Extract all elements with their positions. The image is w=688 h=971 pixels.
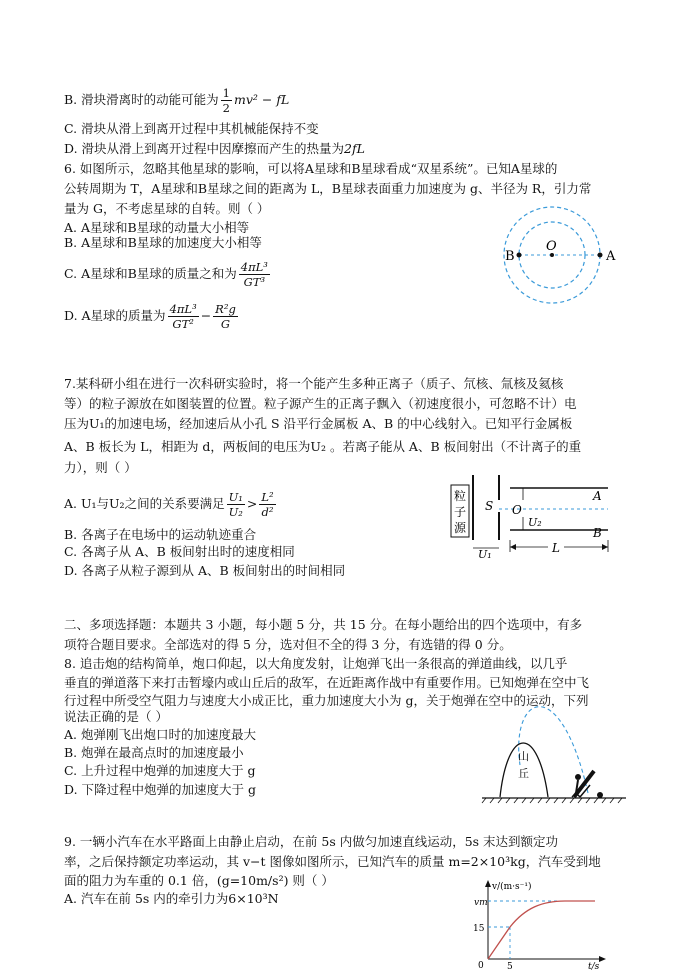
label-o: O (512, 503, 522, 517)
mortar-hill-diagram (480, 705, 630, 805)
q9-stem-line-2: 率，之后保持额定功率运动，其 v−t 图像如图所示，已知汽车的质量 m=2×10³kg，汽车受到地 (64, 854, 601, 869)
mortar-base (597, 792, 603, 798)
q8-option-b: B. 炮弹在最高点时的加速度最小 (64, 745, 244, 760)
y-axis-label: v/(m·s⁻¹) (492, 882, 532, 892)
label-u2: U₂ (528, 516, 542, 529)
fraction: $\frac{\text{4πL³}}{\text{GT³}}$ (240, 260, 268, 289)
l-arrow-left (510, 544, 516, 550)
star-b (517, 253, 522, 258)
source-char-2: 子 (454, 505, 467, 519)
q8-option-a: A. 炮弹刚飞出炮口时的加速度最大 (64, 727, 256, 742)
q6-option-c: C. A星球和B星球的质量之和为 $\frac{\text{4πL³}}{\text{GT³}}$ (64, 260, 268, 289)
label-o: O (546, 239, 557, 254)
source-char-1: 粒 (454, 489, 467, 503)
velocity-time-graph (470, 876, 610, 971)
q9-stem-line-3: 面的阻力为车重的 0.1 倍，(g=10m/s²) 则（ ） (64, 873, 334, 888)
label-b: B (505, 249, 515, 264)
q7-option-a: A. U₁与U₂之间的关系要满足 $\frac{\text{U₁}}{\text{U₂}}$ > $\frac{\text{L²}}{\text{d²}}$ (64, 490, 274, 519)
tick-15: 15 (473, 924, 485, 934)
section2-line-2: 项符合题目要求。全部选对的得 5 分，选对但不全的得 3 分，有选错的得 0 分。 (64, 637, 512, 652)
origin-label: 0 (478, 961, 484, 971)
fraction: $\frac{1}{2}$ (222, 86, 230, 115)
q8-stem-line-2: 垂直的弹道落下来打击暂壕内或山丘后的敌军，在近距离作战中有重要作用。已知炮弹在空中飞 (64, 675, 590, 690)
label-a: A (593, 489, 602, 503)
q5-option-c: C. 滑块从滑上到离开过程中其机械能保持不变 (64, 121, 319, 136)
soldier-head (575, 774, 581, 780)
label-u1: U₁ (478, 548, 492, 560)
q8-stem-line-3: 行过程中所受空气阻力与速度大小成正比，重力加速度大小为 g，关于炮弹在空中的运动，下列 (64, 693, 589, 708)
source-char-3: 源 (454, 521, 467, 535)
label-s: S (485, 499, 494, 513)
q7-option-b: B. 各离子在电场中的运动轨迹重合 (64, 527, 257, 542)
label-l: L (552, 541, 560, 555)
fraction: $\frac{\text{4πL³}}{\text{GT²}}$ (169, 302, 197, 331)
q8-stem-line-4: 说法正确的是（ ） (64, 709, 168, 724)
tick-5: 5 (507, 962, 513, 971)
q7-stem-line-1: 7.某科研小组在进行一次科研实验时，将一个能产生多种正离子（质子、氘核、氚核及氦核 (64, 376, 564, 391)
label-a: A (606, 249, 616, 264)
fraction: $\frac{\text{L²}}{\text{d²}}$ (261, 490, 274, 519)
q7-stem-line-5: 力），则（ ） (64, 460, 137, 475)
particle-accelerator-diagram (448, 470, 623, 560)
q7-stem-line-3: 压为U₁的加速电场，经加速后从小孔 S 沿平行金属板 A、B 的中心线射入。已知平行金属板 (64, 416, 573, 431)
q6-option-b: B. A星球和B星球的加速度大小相等 (64, 235, 262, 250)
q8-stem-line-1: 8. 追击炮的结构简单，炮口仰起，以大角度发射，让炮弹飞出一条很高的弹道曲线，以几乎 (64, 656, 568, 671)
label-b: B (593, 526, 602, 540)
hill-char-1: 山 (518, 750, 529, 763)
q7-stem-line-4: A、B 板长为 L，相距为 d，两板间的电压为U₂ 。若离子能从 A、B 板间射出（不计离子的重 (64, 439, 582, 454)
ground-hatching (482, 798, 622, 803)
q7-option-d: D. 各离子从粒子源到从 A、B 板间射出的时间相同 (64, 563, 346, 578)
q9-stem-line-1: 9. 一辆小汽车在水平路面上由静止启动，在前 5s 内做匀加速直线运动，5s 末达到额定功 (64, 834, 559, 849)
q6-stem-line-3: 量为 G，不考虑星球的自转。则（ ） (64, 201, 270, 216)
q8-option-d: D. 下降过程中炮弹的加速度大于 g (64, 782, 256, 797)
q5-option-d: D. 滑块从滑上到离开过程中因摩擦而产生的热量为2fL (64, 141, 365, 156)
x-axis-arrow (599, 956, 606, 962)
binary-star-diagram (490, 200, 630, 310)
velocity-curve (488, 901, 595, 959)
q8-option-c: C. 上升过程中炮弹的加速度大于 g (64, 763, 256, 778)
q6-option-a: A. A星球和B星球的动量大小相等 (64, 220, 250, 235)
section2-line-1: 二、多项选择题：本题共 3 小题，每小题 5 分，共 15 分。在每小题给出的四个选项中，有多 (64, 617, 583, 632)
q7-option-c: C. 各离子从 A、B 板间射出时的速度相同 (64, 544, 295, 559)
x-axis-label: t/s (588, 962, 600, 971)
star-a (598, 253, 603, 258)
q6-stem-line-2: 公转周期为 T，A星球和B星球之间的距离为 L，B星球表面重力加速度为 g、半径为 R，引力常 (64, 181, 592, 196)
q9-option-a: A. 汽车在前 5s 内的牵引力为6×10³N (64, 891, 279, 906)
fraction: $\frac{\text{R²g}}{G}$ (215, 302, 236, 331)
label-vm: vm (474, 898, 488, 908)
y-axis-arrow (485, 880, 491, 887)
q6-stem-line-1: 6. 如图所示，忽略其他星球的影响，可以将A星球和B星球看成“双星系统”。已知A星球的 (64, 161, 558, 176)
q5-option-b: B. 滑块滑离时的动能可能为 $\frac{1}{2}$ mv² − fL (64, 86, 290, 115)
hill-char-2: 丘 (518, 767, 529, 780)
l-arrow-right (602, 544, 608, 550)
q6-option-d: D. A星球的质量为 $\frac{\text{4πL³}}{\text{GT²}}$ − $\frac{\text{R²g}}{G}$ (64, 302, 236, 331)
fraction: $\frac{\text{U₁}}{\text{U₂}}$ (228, 490, 243, 519)
q7-stem-line-2: 等）的粒子源放在如图装置的位置。粒子源产生的正离子飘入（初速度很小，可忽略不计）电 (64, 396, 577, 411)
